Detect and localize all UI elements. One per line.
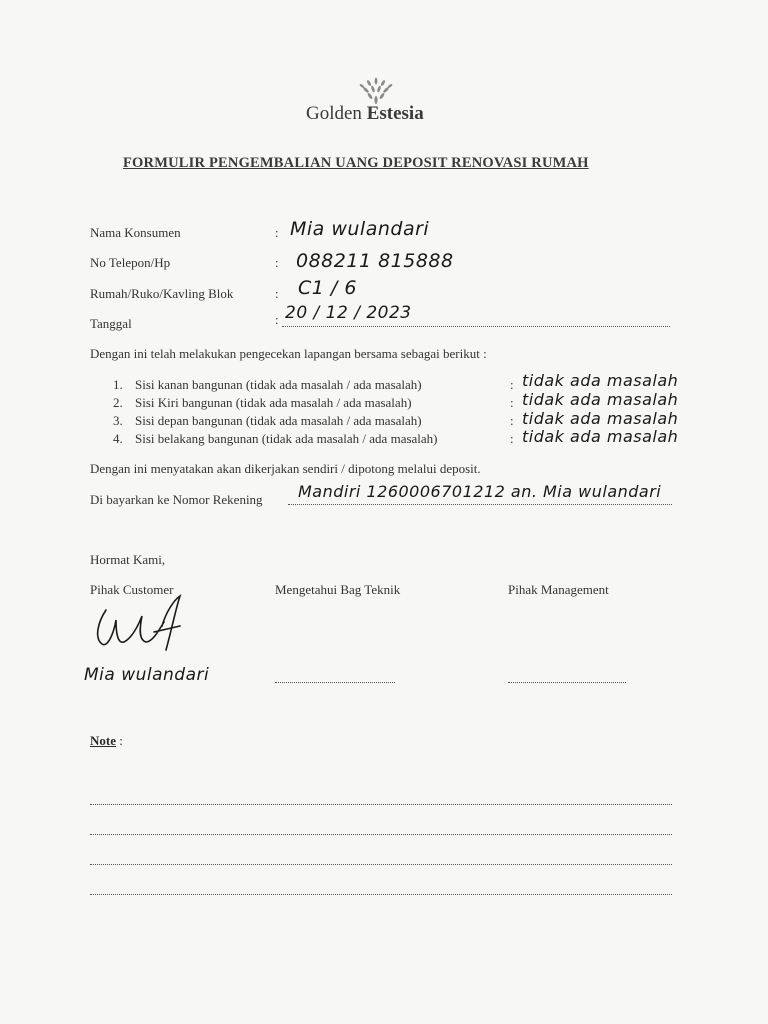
check-number: 4. xyxy=(113,431,123,446)
greeting-text: Hormat Kami, xyxy=(90,552,166,567)
check-text: Sisi belakang bangunan (tidak ada masalah / ada masalah) xyxy=(135,431,438,446)
field-label-block: Rumah/Ruko/Kavling Blok xyxy=(90,286,234,301)
check-value: tidak ada masalah xyxy=(522,390,679,409)
statement-text: Dengan ini menyatakan akan dikerjakan sendiri / dipotong melalui deposit. xyxy=(90,461,481,476)
note-line xyxy=(90,864,672,865)
brand-name-bold: Estesia xyxy=(366,103,424,124)
account-label: Di bayarkan ke Nomor Rekening xyxy=(90,492,263,507)
note-line xyxy=(90,834,672,835)
brand-name-regular: Golden xyxy=(306,103,362,124)
check-value: tidak ada masalah xyxy=(522,427,679,446)
field-label-phone: No Telepon/Hp xyxy=(90,255,171,270)
management-party-label: Pihak Management xyxy=(508,582,609,597)
date-line xyxy=(282,326,670,327)
check-text: Sisi kanan bangunan (tidak ada masalah / ada masalah) xyxy=(135,377,422,392)
check-value: tidak ada masalah xyxy=(522,409,679,428)
customer-name: Mia wulandari xyxy=(84,665,210,685)
field-value-block: C1 / 6 xyxy=(298,277,357,299)
inspection-intro: Dengan ini telah melakukan pengecekan lapangan bersama sebagai berikut : xyxy=(90,346,487,361)
note-colon: : xyxy=(119,733,123,748)
technical-signature-line xyxy=(275,682,395,683)
field-colon: : xyxy=(275,255,279,270)
field-value-name: Mia wulandari xyxy=(290,218,430,240)
management-signature-line xyxy=(508,682,626,683)
leaf-branch-icon xyxy=(354,76,398,104)
account-value: Mandiri 1260006701212 an. Mia wulandari xyxy=(298,482,662,501)
account-line xyxy=(288,504,672,505)
check-number: 3. xyxy=(113,413,123,428)
technical-party-label: Mengetahui Bag Teknik xyxy=(275,582,401,597)
note-line xyxy=(90,804,672,805)
check-text: Sisi Kiri bangunan (tidak ada masalah / ada masalah) xyxy=(135,395,412,410)
note-label: Note xyxy=(90,733,116,748)
field-colon: : xyxy=(275,312,279,327)
field-colon: : xyxy=(275,286,279,301)
note-line xyxy=(90,894,672,895)
field-value-phone: 088211 815888 xyxy=(296,250,454,272)
check-colon: : xyxy=(510,395,514,410)
field-label-name: Nama Konsumen xyxy=(90,225,181,240)
logo xyxy=(306,76,466,126)
field-label-date: Tanggal xyxy=(90,316,132,331)
check-colon: : xyxy=(510,413,514,428)
check-number: 2. xyxy=(113,395,123,410)
customer-party-label: Pihak Customer xyxy=(90,582,174,597)
note-heading xyxy=(90,733,123,749)
check-text: Sisi depan bangunan (tidak ada masalah / ada masalah) xyxy=(135,413,422,428)
form-title: FORMULIR PENGEMBALIAN UANG DEPOSIT RENOVASI RUMAH xyxy=(123,155,589,171)
check-colon: : xyxy=(510,431,514,446)
field-colon: : xyxy=(275,225,279,240)
customer-signature xyxy=(92,592,192,654)
check-colon: : xyxy=(510,377,514,392)
brand-name xyxy=(306,103,424,125)
field-value-date: 20 / 12 / 2023 xyxy=(285,303,412,323)
check-number: 1. xyxy=(113,377,123,392)
check-value: tidak ada masalah xyxy=(522,371,679,390)
